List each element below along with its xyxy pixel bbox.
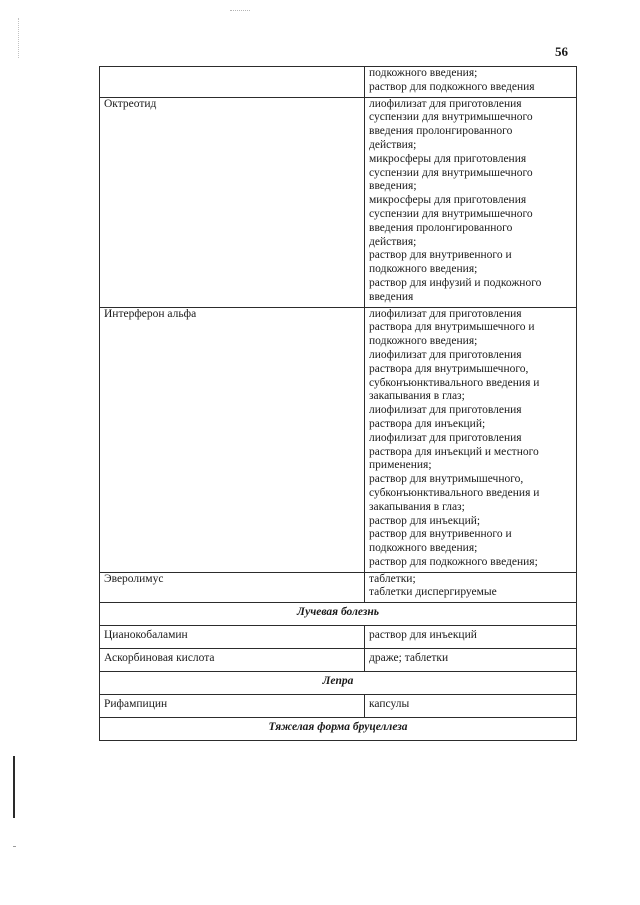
dosage-form-line: подкожного введения; [369,542,478,555]
table-row [100,307,577,572]
dosage-form-line: капсулы [369,698,410,711]
drug-table [99,66,577,741]
dosage-form-line: суспензии для внутримышечного [369,207,533,220]
table-row [100,67,577,98]
dosage-form-line: раствор для инъекций [369,629,477,642]
section-header-row [100,603,577,626]
dosage-forms [365,649,577,672]
dosage-form-line: действия; [369,235,417,248]
drug-name: Эверолимус [100,572,365,603]
dosage-form-line: закапывания в глаз; [369,390,465,403]
dosage-form-line: введения пролонгированного [369,125,513,138]
dosage-form-line: таблетки диспергируемые [369,586,497,599]
dosage-forms [365,97,577,307]
dosage-form-line: введения пролонгированного [369,221,513,234]
dosage-form-line: лиофилизат для приготовления [369,97,522,110]
section-title: Тяжелая форма бруцеллеза [100,718,577,741]
dosage-form-line: раствора для внутримышечного и [369,321,535,334]
dosage-form-line: раствор для внутривенного и [369,528,512,541]
dosage-form-line: лиофилизат для приготовления [369,431,522,444]
section-title: Лепра [100,672,577,695]
drug-name: Интерферон альфа [100,307,365,572]
dosage-form-line: раствор для подкожного введения; [369,555,538,568]
section-title: Лучевая болезнь [100,603,577,626]
table-row [100,695,577,718]
dosage-form-line: таблетки; [369,572,416,585]
dosage-forms [365,695,577,718]
dosage-form-line: раствор для подкожного введения [369,80,535,93]
dosage-form-line: драже; таблетки [369,652,449,665]
table-row [100,626,577,649]
page-number: 56 [555,44,568,59]
dosage-form-line: подкожного введения; [369,335,478,348]
dosage-forms [365,572,577,603]
section-header-row [100,718,577,741]
dosage-forms [365,307,577,572]
table-row [100,572,577,603]
dosage-form-line: действия; [369,138,417,151]
dosage-form-line: закапывания в глаз; [369,500,465,513]
dosage-form-line: введения [369,290,414,303]
drug-name: Октреотид [100,97,365,307]
dosage-form-line: применения; [369,459,432,472]
dosage-form-line: микросферы для приготовления [369,194,527,207]
dosage-form-line: введения; [369,180,417,193]
dosage-form-line: лиофилизат для приготовления [369,348,522,361]
dosage-form-line: подкожного введения; [369,263,478,276]
dosage-form-line: раствора для инъекций и местного [369,445,539,458]
dosage-form-line: раствор для инфузий и подкожного [369,276,542,289]
dosage-form-line: раствора для внутримышечного, [369,362,529,375]
dosage-forms [365,626,577,649]
table-row [100,649,577,672]
drug-name: Цианокобаламин [100,626,365,649]
dosage-form-line: лиофилизат для приготовления [369,404,522,417]
dosage-form-line: микросферы для приготовления [369,152,527,165]
table-row [100,97,577,307]
scan-artifact-tick [13,846,16,847]
scan-artifact-top [230,10,250,12]
section-header-row [100,672,577,695]
dosage-form-line: раствора для инъекций; [369,417,486,430]
drug-name [100,67,365,98]
dosage-form-line: субконъюнктивального введения и [369,486,540,499]
dosage-form-line: субконъюнктивального введения и [369,376,540,389]
dosage-form-line: суспензии для внутримышечного [369,166,533,179]
scan-artifact-bar [13,756,15,818]
dosage-form-line: раствор для инъекций; [369,514,481,527]
dosage-form-line: суспензии для внутримышечного [369,111,533,124]
dosage-form-line: лиофилизат для приготовления [369,307,522,320]
drug-name: Рифампицин [100,695,365,718]
dosage-forms [365,67,577,98]
dosage-form-line: раствор для внутривенного и [369,249,512,262]
dosage-form-line: раствор для внутримышечного, [369,473,524,486]
drug-name: Аскорбиновая кислота [100,649,365,672]
dosage-form-line: подкожного введения; [369,67,478,79]
scan-artifact-left [18,18,20,58]
